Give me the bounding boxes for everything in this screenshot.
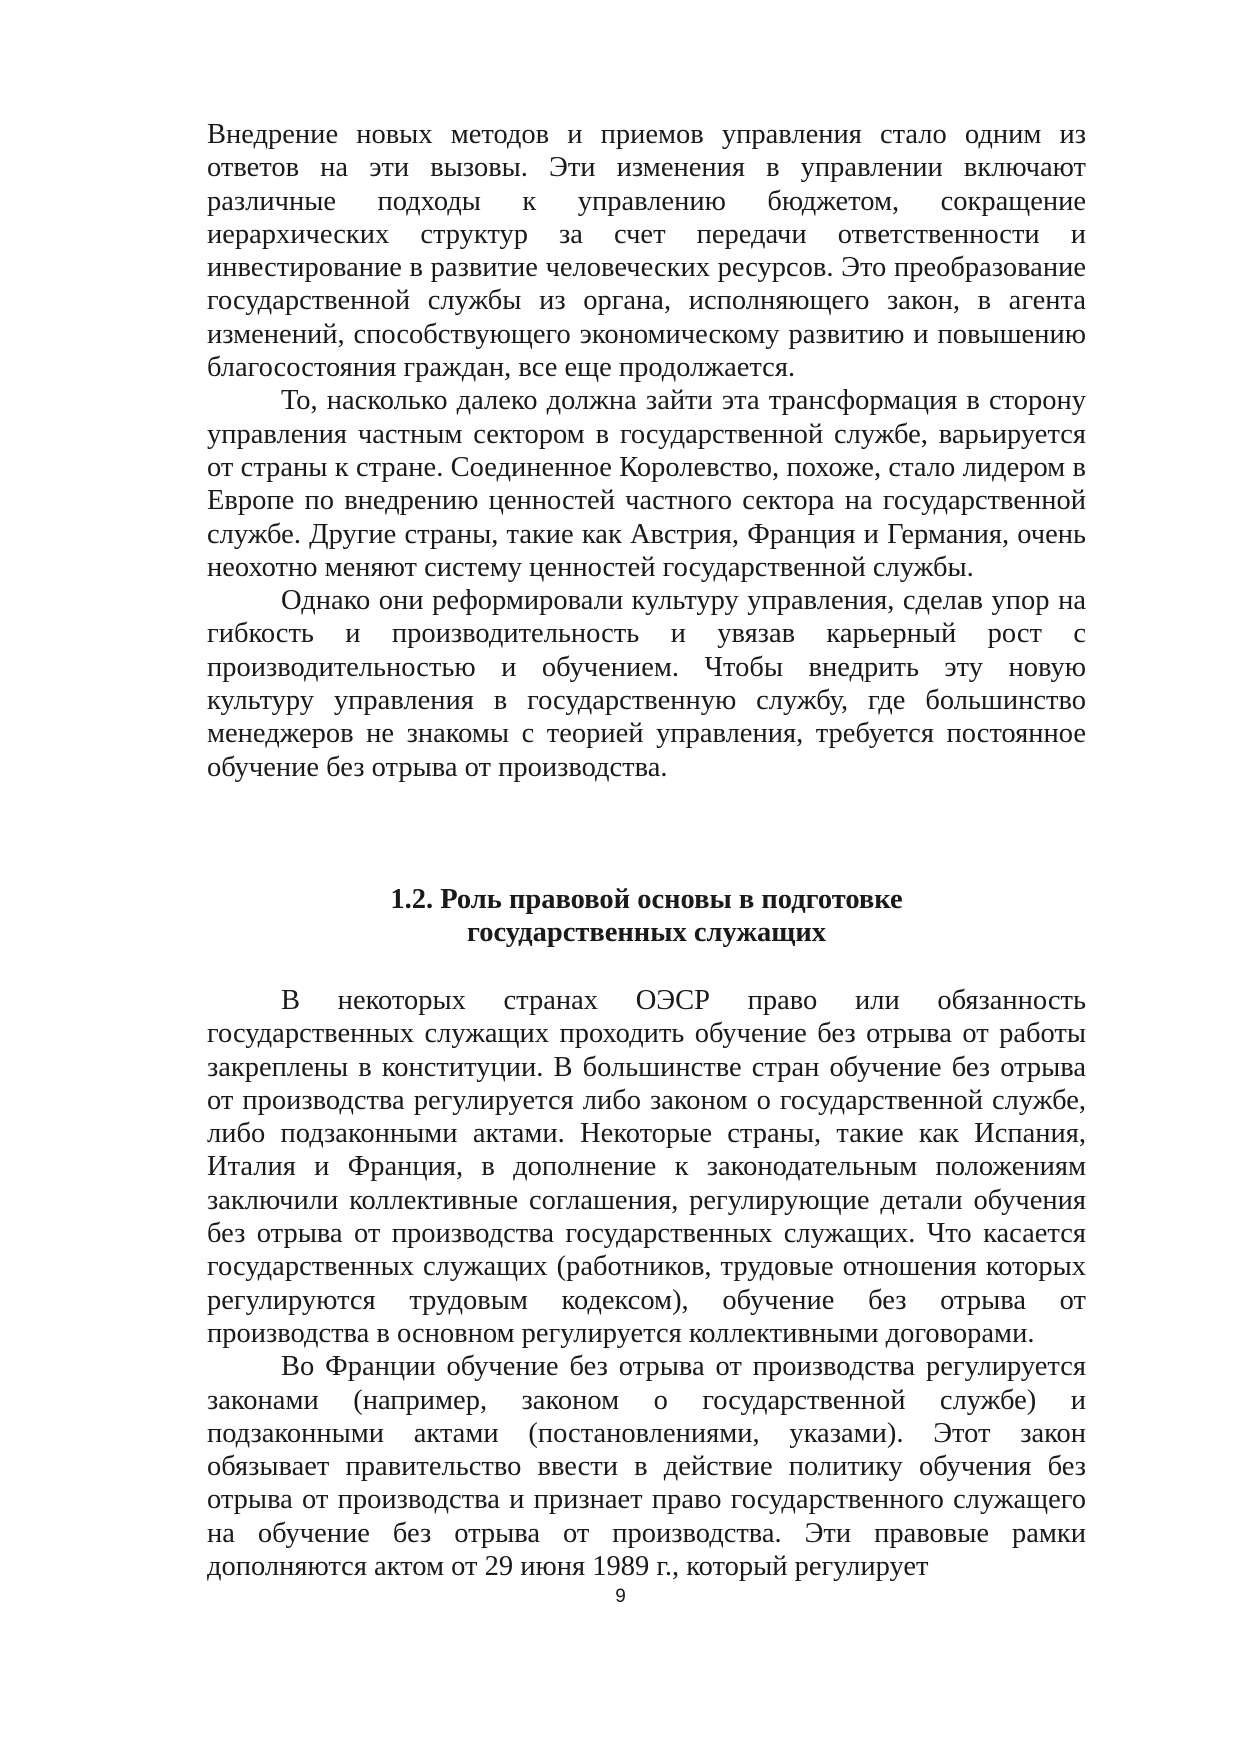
body-text-bottom [207, 984, 1086, 1583]
paragraph-oecd-countries: В некоторых странах ОЭСР право или обязанность государственных служащих проходить обучение без отрыва от работы закреплены в конституции. В большинстве стран обучение без отрыва от производства регулируется либо законом о государственной службе, либо подзаконными актами. Некоторые страны, такие как Испания, Италия и Франция, в дополнение к законодательным положениям заключили коллективные соглашения, регулирующие детали обучения без отрыва от производства государственных служащих. Что касается государственных служащих (работников, трудовые отношения которых регулируются трудовым кодексом), обучение без отрыва от производства в основном регулируется коллективными договорами. [207, 985, 1086, 1349]
paragraph-intro: Внедрение новых методов и приемов управления стало одним из ответов на эти вызовы. Эти изменения в управлении включают различные подходы к управлению бюджетом, сокращение иерархических структур за счет передачи ответственности и инвестирование в развитие человеческих ресурсов. Это преобразование государственной службы из органа, исполняющего закон, в агента изменений, способствующего экономическому развитию и повышению благосостояния граждан, все еще продолжается. [207, 119, 1086, 384]
section-heading-line-2: государственных служащих [466, 917, 827, 949]
paragraph-france: Во Франции обучение без отрыва от производства регулируется законами (например, законом о государственной службе) и подзаконными актами (постановлениями, указами). Этот закон обязывает правительство ввести в действие политику обучения без отрыва от производства и признает право государственного служащего на обучение без отрыва от производства. Эти правовые рамки дополняются актом от 29 июня 1989 г., который регулирует [207, 1351, 1086, 1583]
body-text-top [207, 118, 1086, 784]
section-heading-line-1: 1.2. Роль правовой основы в подготовке [390, 884, 903, 915]
paragraph-transformation: То, насколько далеко должна зайти эта трансформация в сторону управления частным сектором в государственной службе, варьируется от страны к стране. Соединенное Королевство, похоже, стало лидером в Европе по внедрению ценностей частного сектора на государственной службе. Другие страны, такие как Австрия, Франция и Германия, очень неохотно меняют систему ценностей государственной службы. [207, 385, 1086, 583]
paragraph-management-culture: Однако они реформировали культуру управления, сделав упор на гибкость и производительность и увязав карьерный рост с производительностью и обучением. Чтобы внедрить эту новую культуру управления в государственную службу, где большинство менеджеров не знакомы с теорией управления, требуется постоянное обучение без отрыва от производства. [207, 585, 1086, 783]
section-heading [207, 883, 1086, 950]
page-number: 9 [615, 1586, 626, 1607]
